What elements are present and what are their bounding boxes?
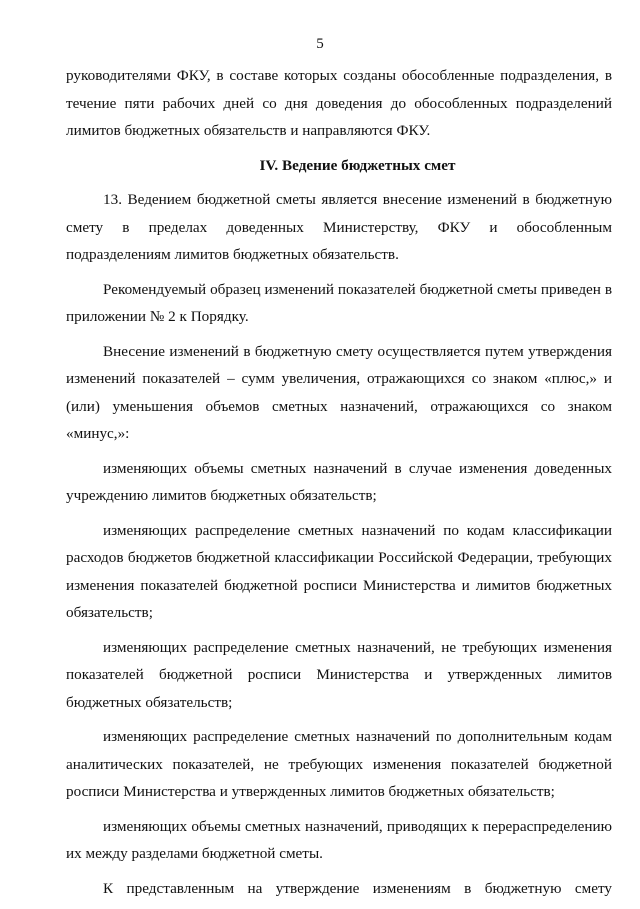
- paragraph-list-item-5: изменяющих объемы сметных назначений, приводящих к перераспределению их между разделами бюджетной сметы.: [66, 817, 612, 862]
- paragraph-continues-next-page: К представленным на утверждение изменениям в бюджетную смету: [103, 879, 612, 897]
- paragraph-list-item-1: изменяющих объемы сметных назначений в случае изменения доведенных учреждению лимитов бюджетных обязательств;: [66, 459, 612, 504]
- paragraph-sample-reference: Рекомендуемый образец изменений показателей бюджетной сметы приведен в приложении № 2 к Порядку.: [66, 280, 612, 325]
- section-heading: IV. Ведение бюджетных смет: [259, 156, 456, 174]
- paragraph-continuation: руководителями ФКУ, в составе которых созданы обособленные подразделения, в течение пяти рабочих дней со дня доведения до обособленных подразделений лимитов бюджетных обязательств и направляются ФКУ.: [66, 67, 612, 139]
- paragraph-list-item-2: изменяющих распределение сметных назначений по кодам классификации расходов бюджетов бюджетной классификации Российской Федерации, требующих изменения показателей бюджетной росписи Министерства и лимитов бюджетных обязательств;: [66, 521, 612, 621]
- paragraph-list-item-4: изменяющих распределение сметных назначений по дополнительным кодам аналитических показателей, не требующих изменения показателей бюджетной росписи Министерства и утвержденных лимитов бюджетных обязательств;: [66, 728, 612, 800]
- document-body: [66, 62, 612, 909]
- paragraph-13: 13. Ведением бюджетной сметы является внесение изменений в бюджетную смету в пределах доведенных Министерству, ФКУ и обособленным подразделениям лимитов бюджетных обязательств.: [66, 191, 612, 263]
- paragraph-list-item-3: изменяющих распределение сметных назначений, не требующих изменения показателей бюджетной росписи Министерства и утвержденных лимитов бюджетных обязательств;: [66, 638, 612, 711]
- page-number: 5: [316, 36, 324, 52]
- paragraph-changes-procedure: Внесение изменений в бюджетную смету осуществляется путем утверждения изменений показателей – сумм увеличения, отражающихся со знаком «плюс,» и (или) уменьшения объемов сметных назначений, отражающихся со знаком «минус,»:: [66, 342, 612, 442]
